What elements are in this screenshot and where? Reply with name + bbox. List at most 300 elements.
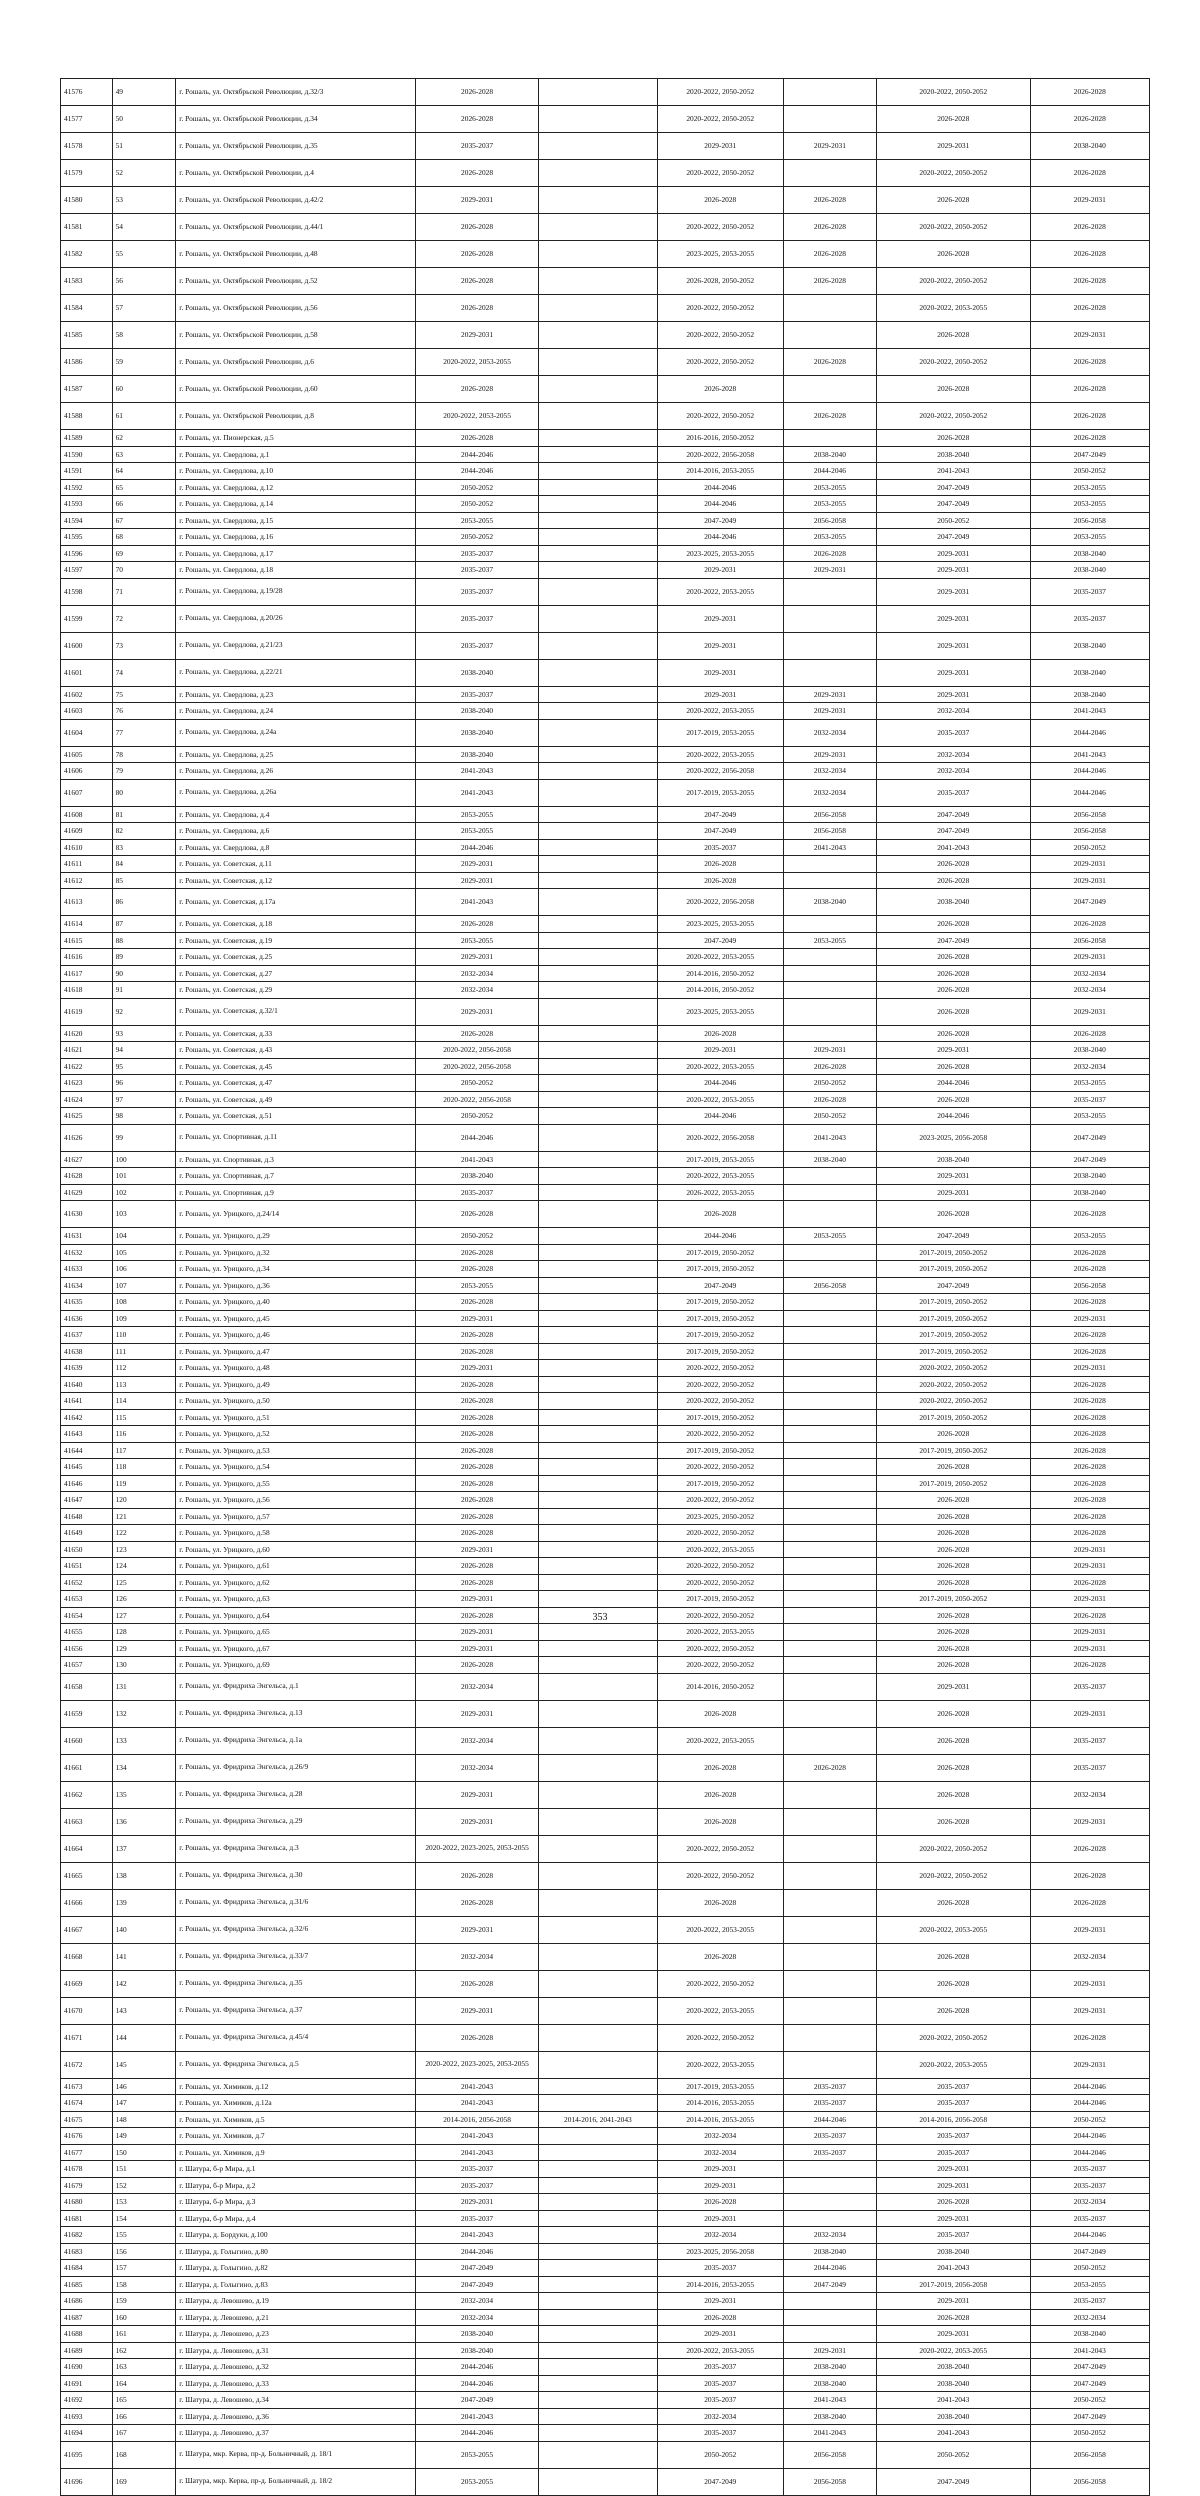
- cell-period-6: 2038-2040: [1030, 1168, 1149, 1185]
- table-row: [61, 1360, 1150, 1377]
- cell-period-6: 2056-2058: [1030, 1277, 1149, 1294]
- cell-period-3: 2026-2028: [657, 1754, 783, 1781]
- cell-period-5: 2029-2031: [876, 2210, 1030, 2227]
- table-row: [61, 376, 1150, 403]
- table-row: [61, 632, 1150, 659]
- cell-address: г. Рошаль, ул. Фридриха Энгельса, д.35: [176, 1970, 416, 1997]
- cell-row-number: 138: [112, 1862, 176, 1889]
- table-row: [61, 322, 1150, 349]
- cell-period-6: 2026-2028: [1030, 214, 1149, 241]
- cell-period-1: 2047-2049: [415, 2276, 538, 2293]
- cell-row-number: 96: [112, 1075, 176, 1092]
- cell-period-4: [783, 322, 876, 349]
- cell-row-number: 116: [112, 1426, 176, 1443]
- cell-period-2: [539, 1108, 657, 1125]
- table-row: [61, 1943, 1150, 1970]
- cell-period-5: 2026-2028: [876, 1997, 1030, 2024]
- cell-period-6: 2056-2058: [1030, 512, 1149, 529]
- cell-address: г. Рошаль, ул. Урицкого, д.49: [176, 1376, 416, 1393]
- table-row: [61, 763, 1150, 780]
- cell-period-4: 2041-2043: [783, 839, 876, 856]
- cell-row-number: 131: [112, 1673, 176, 1700]
- cell-address: г. Рошаль, ул. Октябрьской Революции, д.52: [176, 268, 416, 295]
- cell-row-id: 41606: [61, 763, 113, 780]
- cell-period-4: [783, 79, 876, 106]
- cell-period-6: 2026-2028: [1030, 1508, 1149, 1525]
- cell-period-3: 2020-2022, 2053-2055: [657, 703, 783, 720]
- cell-address: г. Рошаль, ул. Урицкого, д.67: [176, 1640, 416, 1657]
- cell-row-id: 41686: [61, 2293, 113, 2310]
- cell-period-2: [539, 1943, 657, 1970]
- cell-row-id: 41589: [61, 430, 113, 447]
- cell-period-4: [783, 1025, 876, 1042]
- cell-row-id: 41605: [61, 746, 113, 763]
- cell-period-5: 2020-2022, 2050-2052: [876, 79, 1030, 106]
- cell-period-1: 2026-2028: [415, 1327, 538, 1344]
- cell-period-3: 2020-2022, 2050-2052: [657, 1835, 783, 1862]
- cell-period-6: 2056-2058: [1030, 932, 1149, 949]
- cell-row-id: 41680: [61, 2194, 113, 2211]
- cell-period-4: [783, 2177, 876, 2194]
- cell-period-3: 2035-2037: [657, 2392, 783, 2409]
- cell-period-2: [539, 1781, 657, 1808]
- cell-period-1: 2053-2055: [415, 512, 538, 529]
- table-row: [61, 1091, 1150, 1108]
- cell-period-3: 2026-2028, 2050-2052: [657, 268, 783, 295]
- cell-period-5: 2017-2019, 2056-2058: [876, 2276, 1030, 2293]
- cell-period-6: 2026-2028: [1030, 1343, 1149, 1360]
- cell-row-id: 41597: [61, 562, 113, 579]
- table-row: [61, 496, 1150, 513]
- cell-row-id: 41616: [61, 949, 113, 966]
- cell-address: г. Рошаль, ул. Октябрьской Революции, д.6: [176, 349, 416, 376]
- cell-row-number: 92: [112, 998, 176, 1025]
- cell-row-number: 167: [112, 2425, 176, 2442]
- cell-address: г. Шатура, мкр. Керва, пр-д. Больничный, д. 18/2: [176, 2468, 416, 2495]
- cell-period-6: 2047-2049: [1030, 446, 1149, 463]
- cell-period-1: 2041-2043: [415, 2408, 538, 2425]
- cell-period-1: 2026-2028: [415, 1409, 538, 1426]
- cell-address: г. Шатура, д. Левошево, д.34: [176, 2392, 416, 2409]
- table-row: [61, 79, 1150, 106]
- table-row: [61, 2243, 1150, 2260]
- cell-row-number: 70: [112, 562, 176, 579]
- cell-period-4: 2029-2031: [783, 703, 876, 720]
- cell-period-3: 2044-2046: [657, 529, 783, 546]
- cell-period-5: 2032-2034: [876, 703, 1030, 720]
- cell-period-6: 2032-2034: [1030, 1058, 1149, 1075]
- cell-period-2: [539, 2095, 657, 2112]
- cell-address: г. Рошаль, ул. Фридриха Энгельса, д.1а: [176, 1727, 416, 1754]
- cell-row-id: 41608: [61, 806, 113, 823]
- cell-address: г. Рошаль, ул. Урицкого, д.32: [176, 1244, 416, 1261]
- cell-period-3: 2017-2019, 2053-2055: [657, 2078, 783, 2095]
- cell-period-5: 2020-2022, 2053-2055: [876, 295, 1030, 322]
- cell-period-6: 2056-2058: [1030, 823, 1149, 840]
- cell-period-1: 2050-2052: [415, 529, 538, 546]
- table-row: [61, 1541, 1150, 1558]
- table-row: [61, 1997, 1150, 2024]
- cell-row-number: 107: [112, 1277, 176, 1294]
- cell-period-4: [783, 1997, 876, 2024]
- cell-row-number: 79: [112, 763, 176, 780]
- table-row: [61, 1525, 1150, 1542]
- cell-row-id: 41666: [61, 1889, 113, 1916]
- cell-period-5: 2026-2028: [876, 1700, 1030, 1727]
- cell-period-6: 2026-2028: [1030, 1442, 1149, 1459]
- cell-period-2: [539, 982, 657, 999]
- cell-address: г. Рошаль, ул. Советская, д.25: [176, 949, 416, 966]
- cell-period-2: [539, 1970, 657, 1997]
- cell-row-id: 41638: [61, 1343, 113, 1360]
- cell-period-5: 2029-2031: [876, 2326, 1030, 2343]
- cell-period-5: 2047-2049: [876, 479, 1030, 496]
- cell-address: г. Рошаль, ул. Свердлова, д.21/23: [176, 632, 416, 659]
- cell-address: г. Рошаль, ул. Фридриха Энгельса, д.33/7: [176, 1943, 416, 1970]
- cell-period-6: 2029-2031: [1030, 1700, 1149, 1727]
- cell-period-6: 2026-2028: [1030, 1889, 1149, 1916]
- cell-period-1: 2029-2031: [415, 1591, 538, 1608]
- cell-period-4: 2056-2058: [783, 512, 876, 529]
- cell-period-5: 2029-2031: [876, 2177, 1030, 2194]
- table-row: [61, 1442, 1150, 1459]
- cell-row-number: 168: [112, 2441, 176, 2468]
- cell-address: г. Шатура, д. Левошево, д.33: [176, 2375, 416, 2392]
- table-row: [61, 545, 1150, 562]
- cell-period-3: 2032-2034: [657, 2144, 783, 2161]
- cell-address: г. Шатура, д. Бордуки, д.100: [176, 2227, 416, 2244]
- cell-address: г. Рошаль, ул. Свердлова, д.1: [176, 446, 416, 463]
- cell-period-4: [783, 965, 876, 982]
- cell-period-4: 2038-2040: [783, 2243, 876, 2260]
- cell-period-3: 2014-2016, 2050-2052: [657, 1673, 783, 1700]
- cell-period-3: 2020-2022, 2050-2052: [657, 322, 783, 349]
- cell-period-3: 2047-2049: [657, 1277, 783, 1294]
- cell-row-number: 162: [112, 2342, 176, 2359]
- cell-row-id: 41649: [61, 1525, 113, 1542]
- cell-row-id: 41674: [61, 2095, 113, 2112]
- cell-row-id: 41592: [61, 479, 113, 496]
- cell-period-3: 2014-2016, 2053-2055: [657, 2095, 783, 2112]
- cell-period-4: 2029-2031: [783, 133, 876, 160]
- cell-period-1: 2029-2031: [415, 187, 538, 214]
- cell-period-1: 2020-2022, 2056-2058: [415, 1091, 538, 1108]
- cell-period-6: 2053-2055: [1030, 496, 1149, 513]
- cell-period-6: 2047-2049: [1030, 889, 1149, 916]
- cell-row-number: 57: [112, 295, 176, 322]
- cell-row-id: 41653: [61, 1591, 113, 1608]
- cell-period-2: [539, 632, 657, 659]
- cell-row-number: 100: [112, 1151, 176, 1168]
- table-row: [61, 1591, 1150, 1608]
- cell-period-2: [539, 1228, 657, 1245]
- cell-period-2: [539, 1091, 657, 1108]
- cell-row-number: 119: [112, 1475, 176, 1492]
- cell-period-1: 2038-2040: [415, 1168, 538, 1185]
- cell-period-5: 2017-2019, 2050-2052: [876, 1294, 1030, 1311]
- cell-period-5: 2029-2031: [876, 562, 1030, 579]
- cell-address: г. Рошаль, ул. Советская, д.32/1: [176, 998, 416, 1025]
- table-row: [61, 2276, 1150, 2293]
- cell-period-6: 2044-2046: [1030, 719, 1149, 746]
- cell-period-1: 2026-2028: [415, 1607, 538, 1624]
- cell-period-3: 2020-2022, 2056-2058: [657, 889, 783, 916]
- cell-period-5: 2035-2037: [876, 2095, 1030, 2112]
- cell-period-6: 2032-2034: [1030, 1943, 1149, 1970]
- cell-period-6: 2044-2046: [1030, 2227, 1149, 2244]
- cell-period-2: [539, 1808, 657, 1835]
- cell-period-4: [783, 1508, 876, 1525]
- table-row: [61, 1673, 1150, 1700]
- cell-period-5: 2026-2028: [876, 1607, 1030, 1624]
- cell-row-number: 117: [112, 1442, 176, 1459]
- cell-period-4: [783, 1574, 876, 1591]
- table-row: [61, 2194, 1150, 2211]
- cell-row-id: 41635: [61, 1294, 113, 1311]
- cell-period-3: 2023-2025, 2053-2055: [657, 241, 783, 268]
- cell-row-number: 128: [112, 1624, 176, 1641]
- cell-period-3: 2029-2031: [657, 659, 783, 686]
- cell-period-1: 2026-2028: [415, 1025, 538, 1042]
- cell-period-1: 2047-2049: [415, 2392, 538, 2409]
- cell-address: г. Рошаль, ул. Свердлова, д.10: [176, 463, 416, 480]
- cell-period-5: 2029-2031: [876, 2293, 1030, 2310]
- cell-row-number: 152: [112, 2177, 176, 2194]
- cell-row-id: 41676: [61, 2128, 113, 2145]
- cell-address: г. Рошаль, ул. Спортивная, д.7: [176, 1168, 416, 1185]
- cell-period-3: 2026-2028: [657, 376, 783, 403]
- cell-period-5: 2038-2040: [876, 2243, 1030, 2260]
- cell-period-5: 2026-2028: [876, 1508, 1030, 1525]
- cell-row-number: 103: [112, 1201, 176, 1228]
- cell-period-6: 2026-2028: [1030, 1459, 1149, 1476]
- cell-period-3: 2017-2019, 2050-2052: [657, 1310, 783, 1327]
- cell-period-6: 2035-2037: [1030, 2210, 1149, 2227]
- table-row: [61, 2425, 1150, 2442]
- cell-period-3: 2017-2019, 2050-2052: [657, 1591, 783, 1608]
- cell-period-3: 2026-2028: [657, 1201, 783, 1228]
- cell-address: г. Рошаль, ул. Октябрьской Революции, д.42/2: [176, 187, 416, 214]
- cell-period-2: [539, 1075, 657, 1092]
- cell-period-1: 2035-2037: [415, 2177, 538, 2194]
- cell-period-2: [539, 1508, 657, 1525]
- cell-address: г. Рошаль, ул. Урицкого, д.36: [176, 1277, 416, 1294]
- cell-period-4: [783, 1376, 876, 1393]
- cell-period-1: 2050-2052: [415, 496, 538, 513]
- cell-period-6: 2047-2049: [1030, 2375, 1149, 2392]
- cell-address: г. Рошаль, ул. Урицкого, д.62: [176, 1574, 416, 1591]
- cell-period-6: 2029-2031: [1030, 1541, 1149, 1558]
- cell-period-3: 2020-2022, 2053-2055: [657, 1168, 783, 1185]
- cell-period-1: 2026-2028: [415, 241, 538, 268]
- cell-period-2: [539, 2128, 657, 2145]
- cell-period-2: [539, 1673, 657, 1700]
- cell-period-6: 2026-2028: [1030, 1426, 1149, 1443]
- table-row: [61, 2078, 1150, 2095]
- cell-period-2: [539, 430, 657, 447]
- cell-period-4: 2029-2031: [783, 1042, 876, 1059]
- cell-row-number: 166: [112, 2408, 176, 2425]
- cell-period-1: 2035-2037: [415, 133, 538, 160]
- cell-period-5: 2047-2049: [876, 1228, 1030, 1245]
- cell-period-5: 2035-2037: [876, 2144, 1030, 2161]
- cell-address: г. Шатура, д. Левошево, д.19: [176, 2293, 416, 2310]
- cell-period-2: [539, 1727, 657, 1754]
- cell-period-4: [783, 2161, 876, 2178]
- cell-address: г. Рошаль, ул. Советская, д.18: [176, 916, 416, 933]
- cell-period-6: 2041-2043: [1030, 703, 1149, 720]
- cell-period-3: 2020-2022, 2056-2058: [657, 763, 783, 780]
- cell-period-5: 2041-2043: [876, 839, 1030, 856]
- cell-period-2: [539, 1124, 657, 1151]
- cell-period-5: 2026-2028: [876, 1640, 1030, 1657]
- cell-period-3: 2014-2016, 2050-2052: [657, 982, 783, 999]
- cell-period-4: [783, 1781, 876, 1808]
- cell-row-id: 41645: [61, 1459, 113, 1476]
- cell-period-4: 2053-2055: [783, 479, 876, 496]
- cell-period-1: 2032-2034: [415, 982, 538, 999]
- cell-period-4: 2029-2031: [783, 686, 876, 703]
- cell-period-1: 2044-2046: [415, 2243, 538, 2260]
- cell-period-6: 2026-2028: [1030, 430, 1149, 447]
- cell-period-1: 2029-2031: [415, 322, 538, 349]
- cell-period-2: [539, 779, 657, 806]
- cell-period-6: 2038-2040: [1030, 1042, 1149, 1059]
- cell-row-number: 55: [112, 241, 176, 268]
- cell-period-5: 2017-2019, 2050-2052: [876, 1442, 1030, 1459]
- cell-period-5: 2017-2019, 2050-2052: [876, 1409, 1030, 1426]
- cell-period-1: 2020-2022, 2023-2025, 2053-2055: [415, 1835, 538, 1862]
- cell-period-2: [539, 1442, 657, 1459]
- cell-row-id: 41675: [61, 2111, 113, 2128]
- cell-period-2: [539, 1058, 657, 1075]
- cell-row-id: 41630: [61, 1201, 113, 1228]
- cell-row-id: 41660: [61, 1727, 113, 1754]
- cell-period-2: [539, 2194, 657, 2211]
- cell-address: г. Рошаль, ул. Урицкого, д.61: [176, 1558, 416, 1575]
- cell-period-2: [539, 446, 657, 463]
- cell-period-3: 2047-2049: [657, 823, 783, 840]
- cell-period-4: [783, 2194, 876, 2211]
- cell-row-number: 58: [112, 322, 176, 349]
- cell-address: г. Рошаль, ул. Фридриха Энгельса, д.30: [176, 1862, 416, 1889]
- cell-period-1: 2035-2037: [415, 1184, 538, 1201]
- cell-period-2: [539, 1862, 657, 1889]
- cell-row-number: 99: [112, 1124, 176, 1151]
- cell-period-4: [783, 1492, 876, 1509]
- cell-period-3: 2029-2031: [657, 133, 783, 160]
- cell-period-2: [539, 1244, 657, 1261]
- cell-period-1: 2041-2043: [415, 2078, 538, 2095]
- cell-address: г. Рошаль, ул. Урицкого, д.50: [176, 1393, 416, 1410]
- cell-period-6: 2038-2040: [1030, 632, 1149, 659]
- cell-period-3: 2020-2022, 2050-2052: [657, 1426, 783, 1443]
- cell-period-2: [539, 403, 657, 430]
- cell-period-4: [783, 949, 876, 966]
- cell-period-3: 2026-2028: [657, 872, 783, 889]
- cell-period-6: 2026-2028: [1030, 1376, 1149, 1393]
- cell-period-5: 2026-2028: [876, 1624, 1030, 1641]
- cell-row-id: 41637: [61, 1327, 113, 1344]
- cell-row-id: 41633: [61, 1261, 113, 1278]
- cell-period-6: 2026-2028: [1030, 1607, 1149, 1624]
- cell-row-id: 41599: [61, 605, 113, 632]
- cell-row-number: 69: [112, 545, 176, 562]
- cell-period-5: 2026-2028: [876, 1970, 1030, 1997]
- cell-address: г. Рошаль, ул. Урицкого, д.60: [176, 1541, 416, 1558]
- cell-period-4: [783, 1244, 876, 1261]
- cell-address: г. Рошаль, ул. Октябрьской Революции, д.4: [176, 160, 416, 187]
- cell-period-2: [539, 2375, 657, 2392]
- cell-period-4: [783, 1426, 876, 1443]
- cell-address: г. Рошаль, ул. Советская, д.45: [176, 1058, 416, 1075]
- cell-period-5: 2026-2028: [876, 916, 1030, 933]
- cell-period-3: 2029-2031: [657, 2177, 783, 2194]
- cell-row-id: 41647: [61, 1492, 113, 1509]
- cell-period-2: [539, 545, 657, 562]
- cell-period-5: 2026-2028: [876, 1492, 1030, 1509]
- cell-period-2: [539, 1327, 657, 1344]
- cell-row-number: 156: [112, 2243, 176, 2260]
- cell-address: г. Шатура, д. Левошево, д.36: [176, 2408, 416, 2425]
- cell-row-number: 141: [112, 1943, 176, 1970]
- cell-period-4: [783, 1525, 876, 1542]
- cell-period-4: 2050-2052: [783, 1075, 876, 1092]
- cell-row-number: 76: [112, 703, 176, 720]
- cell-row-id: 41620: [61, 1025, 113, 1042]
- table-row: [61, 2095, 1150, 2112]
- cell-period-2: [539, 2144, 657, 2161]
- cell-address: г. Рошаль, ул. Свердлова, д.22/21: [176, 659, 416, 686]
- cell-period-6: 2056-2058: [1030, 806, 1149, 823]
- cell-period-3: 2026-2028: [657, 856, 783, 873]
- cell-period-1: 2029-2031: [415, 1640, 538, 1657]
- cell-period-1: 2029-2031: [415, 1624, 538, 1641]
- cell-address: г. Рошаль, ул. Советская, д.43: [176, 1042, 416, 1059]
- cell-period-4: [783, 1360, 876, 1377]
- cell-period-3: 2020-2022, 2053-2055: [657, 1727, 783, 1754]
- cell-period-6: 2035-2037: [1030, 605, 1149, 632]
- cell-period-4: 2026-2028: [783, 268, 876, 295]
- cell-period-3: 2017-2019, 2053-2055: [657, 719, 783, 746]
- cell-row-id: 41646: [61, 1475, 113, 1492]
- cell-row-id: 41627: [61, 1151, 113, 1168]
- cell-address: г. Рошаль, ул. Советская, д.27: [176, 965, 416, 982]
- cell-period-6: 2032-2034: [1030, 965, 1149, 982]
- cell-period-4: [783, 1442, 876, 1459]
- cell-period-4: 2044-2046: [783, 2260, 876, 2277]
- table-row: [61, 1835, 1150, 1862]
- table-row: [61, 1277, 1150, 1294]
- table-row: [61, 1916, 1150, 1943]
- cell-period-1: 2047-2049: [415, 2260, 538, 2277]
- cell-address: г. Шатура, д. Левошево, д.31: [176, 2342, 416, 2359]
- cell-address: г. Шатура, мкр. Керва, пр-д. Больничный, д. 18/1: [176, 2441, 416, 2468]
- cell-period-1: 2029-2031: [415, 1916, 538, 1943]
- cell-period-1: 2029-2031: [415, 1360, 538, 1377]
- cell-period-5: 2038-2040: [876, 1151, 1030, 1168]
- cell-address: г. Рошаль, ул. Советская, д.29: [176, 982, 416, 999]
- cell-row-id: 41632: [61, 1244, 113, 1261]
- cell-period-5: 2038-2040: [876, 2375, 1030, 2392]
- table-row: [61, 2309, 1150, 2326]
- cell-address: г. Рошаль, ул. Фридриха Энгельса, д.3: [176, 1835, 416, 1862]
- cell-period-1: 2026-2028: [415, 1508, 538, 1525]
- cell-row-id: 41694: [61, 2425, 113, 2442]
- cell-period-5: 2029-2031: [876, 659, 1030, 686]
- cell-period-5: 2029-2031: [876, 578, 1030, 605]
- table-row: [61, 1042, 1150, 1059]
